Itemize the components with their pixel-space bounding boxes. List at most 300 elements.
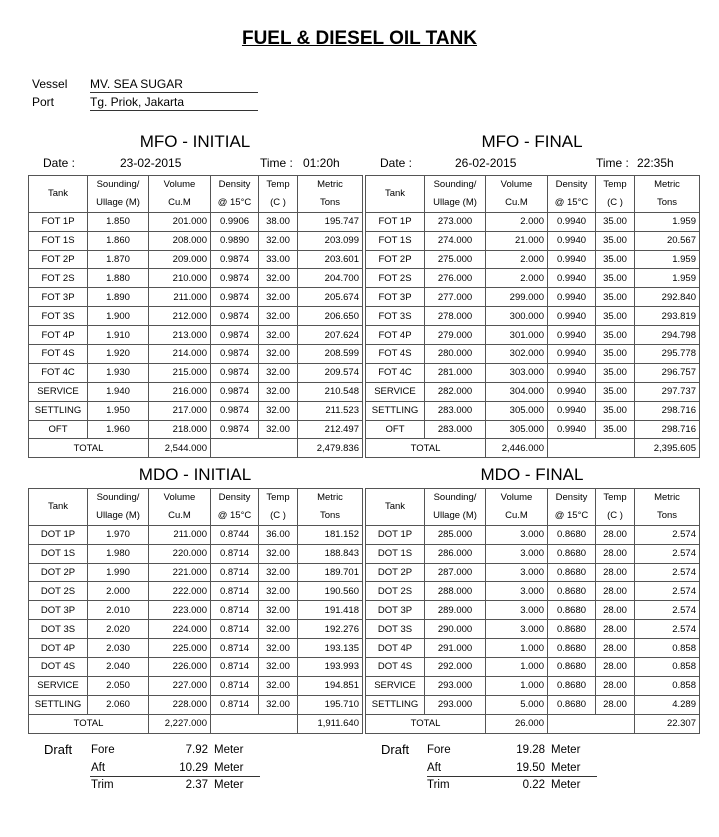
vessel-value: MV. SEA SUGAR	[90, 77, 258, 93]
header-row	[29, 489, 363, 507]
aft-unit: Meter	[214, 762, 244, 774]
table-row	[366, 401, 700, 420]
metric-tons-cell: 207.624	[298, 326, 363, 345]
port-value: Tg. Priok, Jakarta	[90, 95, 258, 111]
table-row	[29, 363, 363, 382]
sounding-cell: 2.030	[88, 639, 149, 658]
temp-cell: 32.00	[259, 231, 298, 250]
total-tons: 2,479.836	[298, 439, 363, 458]
volume-cell: 3.000	[486, 563, 548, 582]
temp-cell: 35.00	[596, 420, 635, 439]
tank-cell: FOT 1S	[366, 231, 425, 250]
density-cell: 0.9940	[548, 326, 596, 345]
time-label: Time :	[596, 156, 629, 170]
temp-cell: 32.00	[259, 582, 298, 601]
volume-cell: 21.000	[486, 231, 548, 250]
total-volume: 2,227.000	[149, 714, 211, 733]
metric-tons-cell: 292.840	[635, 288, 700, 307]
volume-cell: 224.000	[149, 620, 211, 639]
column-header-metric-tons-unit: Tons	[635, 194, 700, 212]
temp-cell: 28.00	[596, 525, 635, 544]
tank-cell: DOT 1S	[366, 544, 425, 563]
density-cell: 0.8714	[211, 563, 259, 582]
metric-tons-cell: 2.574	[635, 525, 700, 544]
volume-cell: 211.000	[149, 525, 211, 544]
metric-tons-cell: 195.710	[298, 695, 363, 714]
volume-cell: 201.000	[149, 212, 211, 231]
metric-tons-cell: 2.574	[635, 620, 700, 639]
tank-cell: DOT 4P	[366, 639, 425, 658]
table-row	[366, 620, 700, 639]
sounding-cell: 287.000	[425, 563, 486, 582]
density-cell: 0.8680	[548, 658, 596, 677]
draft-final	[381, 742, 621, 798]
tank-cell: FOT 2S	[29, 269, 88, 288]
sounding-cell: 2.040	[88, 658, 149, 677]
volume-cell: 212.000	[149, 307, 211, 326]
temp-cell: 32.00	[259, 695, 298, 714]
header-row	[366, 489, 700, 507]
table-row	[29, 212, 363, 231]
column-header-density: Density	[548, 176, 596, 194]
tank-cell: SERVICE	[29, 676, 88, 695]
column-header-metric-tons-unit: Tons	[298, 507, 363, 525]
metric-tons-cell: 194.851	[298, 676, 363, 695]
metric-tons-cell: 0.858	[635, 658, 700, 677]
total-label: TOTAL	[29, 714, 149, 733]
mdo-initial-title: MDO - INITIAL	[138, 465, 252, 484]
tank-cell: SETTLING	[29, 401, 88, 420]
sounding-cell: 291.000	[425, 639, 486, 658]
metric-tons-cell: 1.959	[635, 250, 700, 269]
table-row	[29, 269, 363, 288]
total-tons: 22.307	[635, 714, 700, 733]
column-header-tank: Tank	[366, 176, 425, 213]
volume-cell: 1.000	[486, 658, 548, 677]
table-row	[29, 326, 363, 345]
column-header-density-unit: @ 15°C	[548, 194, 596, 212]
temp-cell: 32.00	[259, 601, 298, 620]
draft-divider	[90, 776, 260, 777]
table-row	[366, 695, 700, 714]
table-row	[366, 525, 700, 544]
temp-cell: 32.00	[259, 326, 298, 345]
date-value: 23-02-2015	[120, 156, 182, 170]
temp-cell: 35.00	[596, 345, 635, 364]
sounding-cell: 293.000	[425, 676, 486, 695]
volume-cell: 220.000	[149, 544, 211, 563]
tank-cell: DOT 2S	[366, 582, 425, 601]
time-label: Time :	[260, 156, 293, 170]
metric-tons-cell: 208.599	[298, 345, 363, 364]
tank-cell: FOT 3P	[29, 288, 88, 307]
volume-cell: 1.000	[486, 676, 548, 695]
column-header-volume: Volume	[149, 489, 211, 507]
density-cell: 0.9890	[211, 231, 259, 250]
tank-cell: DOT 4S	[366, 658, 425, 677]
time-value: 22:35h	[637, 156, 674, 170]
total-empty	[211, 439, 298, 458]
volume-cell: 208.000	[149, 231, 211, 250]
total-volume: 2,544.000	[149, 439, 211, 458]
sounding-cell: 278.000	[425, 307, 486, 326]
sounding-cell: 1.970	[88, 525, 149, 544]
header-row	[366, 176, 700, 194]
column-header-sounding: Sounding/	[425, 176, 486, 194]
tank-cell: SETTLING	[366, 695, 425, 714]
total-row	[366, 439, 700, 458]
column-header-temp: Temp	[259, 176, 298, 194]
date-value: 26-02-2015	[455, 156, 517, 170]
table-row	[366, 326, 700, 345]
column-header-density-unit: @ 15°C	[548, 507, 596, 525]
metric-tons-cell: 211.523	[298, 401, 363, 420]
temp-cell: 38.00	[259, 212, 298, 231]
density-cell: 0.9874	[211, 345, 259, 364]
metric-tons-cell: 181.152	[298, 525, 363, 544]
tank-cell: FOT 2S	[366, 269, 425, 288]
sounding-cell: 1.890	[88, 288, 149, 307]
column-header-density-unit: @ 15°C	[211, 507, 259, 525]
total-tons: 1,911.640	[298, 714, 363, 733]
trim-value: 2.37	[185, 779, 208, 791]
sounding-cell: 293.000	[425, 695, 486, 714]
density-cell: 0.8714	[211, 582, 259, 601]
date-label: Date :	[380, 156, 413, 170]
aft-unit: Meter	[551, 762, 581, 774]
draft-label: Draft	[381, 742, 410, 757]
density-cell: 0.8714	[211, 544, 259, 563]
total-tons: 2,395.605	[635, 439, 700, 458]
vessel-label: Vessel	[32, 77, 68, 91]
density-cell: 0.9874	[211, 401, 259, 420]
fore-unit: Meter	[214, 744, 244, 756]
temp-cell: 32.00	[259, 345, 298, 364]
temp-cell: 35.00	[596, 382, 635, 401]
metric-tons-cell: 2.574	[635, 544, 700, 563]
table-row	[29, 420, 363, 439]
column-header-volume-unit: Cu.M	[486, 194, 548, 212]
tank-cell: DOT 2P	[366, 563, 425, 582]
volume-cell: 3.000	[486, 582, 548, 601]
total-label: TOTAL	[29, 439, 149, 458]
column-header-volume: Volume	[486, 176, 548, 194]
metric-tons-cell: 210.548	[298, 382, 363, 401]
density-cell: 0.9874	[211, 363, 259, 382]
trim-label: Trim	[427, 779, 450, 791]
density-cell: 0.9940	[548, 345, 596, 364]
metric-tons-cell: 0.858	[635, 639, 700, 658]
trim-unit: Meter	[551, 779, 581, 791]
metric-tons-cell: 1.959	[635, 269, 700, 288]
volume-cell: 3.000	[486, 620, 548, 639]
metric-tons-cell: 293.819	[635, 307, 700, 326]
temp-cell: 35.00	[596, 401, 635, 420]
temp-cell: 35.00	[596, 288, 635, 307]
density-cell: 0.9874	[211, 307, 259, 326]
temp-cell: 32.00	[259, 382, 298, 401]
temp-cell: 28.00	[596, 658, 635, 677]
tank-cell: FOT 3P	[366, 288, 425, 307]
volume-cell: 3.000	[486, 525, 548, 544]
tank-cell: SETTLING	[366, 401, 425, 420]
temp-cell: 32.00	[259, 544, 298, 563]
metric-tons-cell: 193.135	[298, 639, 363, 658]
column-header-tank: Tank	[366, 489, 425, 526]
table-row	[29, 250, 363, 269]
metric-tons-cell: 0.858	[635, 676, 700, 695]
volume-cell: 5.000	[486, 695, 548, 714]
table-row	[366, 563, 700, 582]
volume-cell: 228.000	[149, 695, 211, 714]
tank-cell: FOT 1P	[29, 212, 88, 231]
density-cell: 0.8714	[211, 639, 259, 658]
total-row	[29, 439, 363, 458]
temp-cell: 28.00	[596, 544, 635, 563]
metric-tons-cell: 2.574	[635, 601, 700, 620]
table-row	[29, 382, 363, 401]
metric-tons-cell: 209.574	[298, 363, 363, 382]
volume-cell: 225.000	[149, 639, 211, 658]
table-row	[366, 676, 700, 695]
density-cell: 0.9874	[211, 420, 259, 439]
volume-cell: 301.000	[486, 326, 548, 345]
sounding-cell: 1.910	[88, 326, 149, 345]
metric-tons-cell: 298.716	[635, 420, 700, 439]
sounding-cell: 274.000	[425, 231, 486, 250]
metric-tons-cell: 191.418	[298, 601, 363, 620]
fore-unit: Meter	[551, 744, 581, 756]
temp-cell: 35.00	[596, 269, 635, 288]
sounding-cell: 1.870	[88, 250, 149, 269]
volume-cell: 210.000	[149, 269, 211, 288]
sounding-cell: 1.860	[88, 231, 149, 250]
volume-cell: 213.000	[149, 326, 211, 345]
sounding-cell: 2.050	[88, 676, 149, 695]
temp-cell: 28.00	[596, 639, 635, 658]
sounding-cell: 277.000	[425, 288, 486, 307]
column-header-temp-unit: (C )	[596, 507, 635, 525]
temp-cell: 32.00	[259, 401, 298, 420]
total-empty	[211, 714, 298, 733]
volume-cell: 300.000	[486, 307, 548, 326]
temp-cell: 35.00	[596, 326, 635, 345]
tank-cell: DOT 2P	[29, 563, 88, 582]
sounding-cell: 276.000	[425, 269, 486, 288]
temp-cell: 32.00	[259, 639, 298, 658]
temp-cell: 35.00	[596, 250, 635, 269]
tank-cell: SERVICE	[366, 676, 425, 695]
density-cell: 0.9940	[548, 250, 596, 269]
table-row	[29, 563, 363, 582]
metric-tons-cell: 20.567	[635, 231, 700, 250]
density-cell: 0.8680	[548, 601, 596, 620]
column-header-sounding: Sounding/	[88, 176, 149, 194]
volume-cell: 226.000	[149, 658, 211, 677]
column-header-tank: Tank	[29, 176, 88, 213]
fore-label: Fore	[91, 744, 115, 756]
tank-cell: SERVICE	[366, 382, 425, 401]
table-row	[366, 288, 700, 307]
mfo-initial-title: MFO - INITIAL	[139, 132, 251, 151]
sounding-cell: 1.920	[88, 345, 149, 364]
aft-label: Aft	[427, 762, 442, 774]
table-row	[29, 601, 363, 620]
volume-cell: 227.000	[149, 676, 211, 695]
density-cell: 0.8714	[211, 601, 259, 620]
sounding-cell: 292.000	[425, 658, 486, 677]
temp-cell: 28.00	[596, 563, 635, 582]
metric-tons-cell: 206.650	[298, 307, 363, 326]
temp-cell: 32.00	[259, 658, 298, 677]
column-header-volume-unit: Cu.M	[149, 194, 211, 212]
table-row	[29, 401, 363, 420]
sounding-cell: 281.000	[425, 363, 486, 382]
temp-cell: 32.00	[259, 563, 298, 582]
sounding-cell: 290.000	[425, 620, 486, 639]
table-row	[366, 382, 700, 401]
temp-cell: 32.00	[259, 620, 298, 639]
metric-tons-cell: 188.843	[298, 544, 363, 563]
density-cell: 0.8680	[548, 676, 596, 695]
time-value: 01:20h	[303, 156, 340, 170]
temp-cell: 32.00	[259, 420, 298, 439]
table-row	[29, 582, 363, 601]
table-row	[29, 676, 363, 695]
volume-cell: 218.000	[149, 420, 211, 439]
density-cell: 0.8680	[548, 582, 596, 601]
density-cell: 0.9874	[211, 326, 259, 345]
volume-cell: 214.000	[149, 345, 211, 364]
density-cell: 0.8680	[548, 695, 596, 714]
fore-value: 19.28	[516, 744, 545, 756]
volume-cell: 223.000	[149, 601, 211, 620]
density-cell: 0.9874	[211, 269, 259, 288]
draft-divider	[427, 776, 597, 777]
table-row	[366, 639, 700, 658]
date-label: Date :	[43, 156, 76, 170]
column-header-volume-unit: Cu.M	[486, 507, 548, 525]
sounding-cell: 1.960	[88, 420, 149, 439]
table-row	[366, 231, 700, 250]
density-cell: 0.9874	[211, 382, 259, 401]
column-header-metric-tons: Metric	[298, 489, 363, 507]
total-volume: 26.000	[486, 714, 548, 733]
vessel-field	[32, 77, 272, 93]
column-header-metric-tons: Metric	[298, 176, 363, 194]
sounding-cell: 288.000	[425, 582, 486, 601]
mfo-final-date-row	[365, 156, 699, 172]
mfo-initial-table	[28, 175, 363, 458]
temp-cell: 32.00	[259, 676, 298, 695]
density-cell: 0.8714	[211, 676, 259, 695]
tank-cell: DOT 1P	[366, 525, 425, 544]
total-row	[366, 714, 700, 733]
column-header-sounding-unit: Ullage (M)	[88, 194, 149, 212]
tank-cell: FOT 4S	[29, 345, 88, 364]
sounding-cell: 289.000	[425, 601, 486, 620]
temp-cell: 36.00	[259, 525, 298, 544]
tank-cell: DOT 1S	[29, 544, 88, 563]
tank-cell: DOT 3P	[29, 601, 88, 620]
temp-cell: 32.00	[259, 307, 298, 326]
table-row	[29, 695, 363, 714]
table-row	[29, 231, 363, 250]
trim-label: Trim	[91, 779, 114, 791]
sounding-cell: 2.060	[88, 695, 149, 714]
tank-cell: FOT 4C	[29, 363, 88, 382]
volume-cell: 305.000	[486, 401, 548, 420]
column-header-sounding-unit: Ullage (M)	[425, 507, 486, 525]
density-cell: 0.8680	[548, 544, 596, 563]
temp-cell: 28.00	[596, 601, 635, 620]
temp-cell: 32.00	[259, 288, 298, 307]
volume-cell: 303.000	[486, 363, 548, 382]
tank-cell: DOT 4P	[29, 639, 88, 658]
trim-value: 0.22	[522, 779, 545, 791]
metric-tons-cell: 297.737	[635, 382, 700, 401]
tank-cell: FOT 3S	[366, 307, 425, 326]
draft-label: Draft	[44, 742, 73, 757]
temp-cell: 28.00	[596, 582, 635, 601]
mfo-final-title: MFO - FINAL	[481, 132, 583, 151]
metric-tons-cell: 298.716	[635, 401, 700, 420]
sounding-cell: 2.000	[88, 582, 149, 601]
density-cell: 0.9940	[548, 269, 596, 288]
table-row	[366, 212, 700, 231]
temp-cell: 35.00	[596, 212, 635, 231]
mfo-initial-date-row	[28, 156, 362, 172]
temp-cell: 35.00	[596, 363, 635, 382]
sounding-cell: 283.000	[425, 420, 486, 439]
column-header-volume: Volume	[486, 489, 548, 507]
aft-label: Aft	[91, 762, 106, 774]
sounding-cell: 280.000	[425, 345, 486, 364]
column-header-density: Density	[211, 176, 259, 194]
sounding-cell: 2.010	[88, 601, 149, 620]
sounding-cell: 1.940	[88, 382, 149, 401]
table-row	[366, 363, 700, 382]
tank-cell: FOT 2P	[29, 250, 88, 269]
table-row	[29, 345, 363, 364]
tank-cell: FOT 4S	[366, 345, 425, 364]
metric-tons-cell: 203.099	[298, 231, 363, 250]
metric-tons-cell: 203.601	[298, 250, 363, 269]
tank-cell: FOT 1S	[29, 231, 88, 250]
sounding-cell: 1.930	[88, 363, 149, 382]
volume-cell: 299.000	[486, 288, 548, 307]
tank-cell: OFT	[366, 420, 425, 439]
metric-tons-cell: 193.993	[298, 658, 363, 677]
volume-cell: 305.000	[486, 420, 548, 439]
port-field	[32, 95, 272, 111]
temp-cell: 33.00	[259, 250, 298, 269]
column-header-temp-unit: (C )	[259, 194, 298, 212]
density-cell: 0.9940	[548, 231, 596, 250]
table-row	[366, 269, 700, 288]
volume-cell: 215.000	[149, 363, 211, 382]
temp-cell: 35.00	[596, 307, 635, 326]
tank-cell: OFT	[29, 420, 88, 439]
column-header-volume-unit: Cu.M	[149, 507, 211, 525]
metric-tons-cell: 205.674	[298, 288, 363, 307]
volume-cell: 3.000	[486, 544, 548, 563]
sounding-cell: 273.000	[425, 212, 486, 231]
column-header-metric-tons-unit: Tons	[298, 194, 363, 212]
metric-tons-cell: 190.560	[298, 582, 363, 601]
sounding-cell: 2.020	[88, 620, 149, 639]
column-header-tank: Tank	[29, 489, 88, 526]
